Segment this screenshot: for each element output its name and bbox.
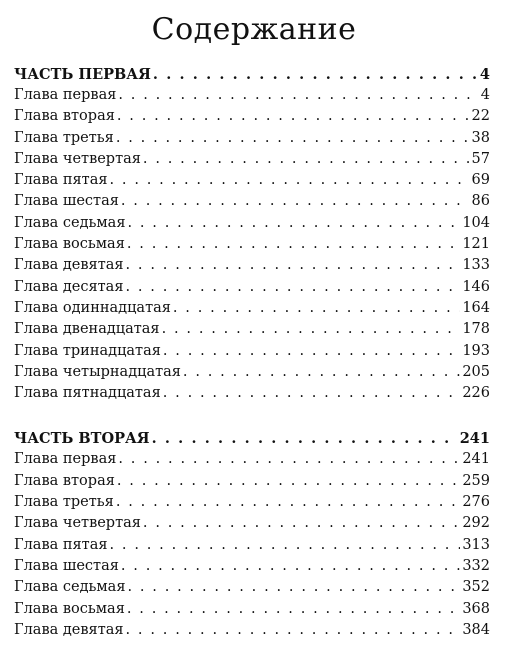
chapter-label: Глава четвертая (14, 515, 141, 532)
chapter-label: Глава пятая (14, 172, 108, 189)
toc-chapter[interactable] (14, 255, 490, 276)
toc-chapter[interactable] (14, 213, 490, 234)
toc-chapter[interactable] (14, 234, 490, 255)
toc-chapter[interactable] (14, 128, 490, 149)
toc-chapter[interactable] (14, 535, 490, 556)
page-number: 241 (462, 451, 490, 468)
toc-chapter[interactable] (14, 85, 490, 106)
toc-part-2[interactable] (14, 428, 490, 449)
chapter-label: Глава двенадцатая (14, 321, 160, 338)
page-number: 22 (471, 108, 490, 125)
toc-part-1[interactable] (14, 64, 490, 85)
dot-leader (183, 362, 460, 383)
toc-chapter[interactable] (14, 170, 490, 191)
chapter-label: Глава вторая (14, 108, 115, 125)
page-number: 121 (462, 236, 490, 253)
dot-leader (116, 128, 470, 149)
chapter-label: Глава вторая (14, 472, 115, 489)
chapter-label: Глава шестая (14, 193, 119, 210)
chapter-label: Глава шестая (14, 557, 119, 574)
dot-leader (116, 492, 460, 513)
toc-chapter[interactable] (14, 556, 490, 577)
dot-leader (127, 577, 460, 598)
dot-leader (127, 599, 460, 620)
section-spacer (14, 404, 490, 428)
page-title: Содержание (151, 12, 357, 47)
toc-chapter[interactable] (14, 277, 490, 298)
chapter-label: Глава девятая (14, 621, 124, 638)
page-number: 368 (462, 600, 490, 617)
chapter-label: Глава первая (14, 87, 117, 103)
dot-leader (173, 298, 460, 319)
page-number: 164 (462, 299, 490, 316)
toc-chapter[interactable] (14, 191, 490, 212)
dot-leader (152, 428, 458, 449)
part-label: ЧАСТЬ ПЕРВАЯ (14, 66, 151, 83)
dot-leader (127, 213, 460, 234)
toc-chapter[interactable] (14, 492, 490, 513)
page-number: 193 (462, 342, 490, 359)
toc-chapter[interactable] (14, 362, 490, 383)
toc-chapter[interactable] (14, 471, 490, 492)
chapter-label: Глава одиннадцатая (14, 299, 171, 316)
dot-leader (127, 234, 460, 255)
page-number: 313 (462, 536, 490, 553)
page-number: 241 (459, 430, 490, 448)
chapter-label: Глава четвертая (14, 150, 141, 167)
page-number: 276 (462, 494, 490, 511)
toc-chapter[interactable] (14, 449, 490, 470)
toc-chapter[interactable] (14, 383, 490, 404)
toc-chapter[interactable] (14, 106, 490, 127)
dot-leader (162, 319, 461, 340)
page-number: 133 (462, 257, 490, 274)
chapter-label: Глава десятая (14, 278, 124, 295)
page-number: 205 (462, 363, 490, 380)
dot-leader (121, 191, 470, 212)
dot-leader (118, 449, 460, 470)
chapter-label: Глава седьмая (14, 579, 126, 596)
toc-chapter[interactable] (14, 319, 490, 340)
page-number: 384 (462, 621, 490, 638)
dot-leader (117, 106, 470, 127)
page-number: 292 (462, 515, 490, 532)
dot-leader (163, 341, 460, 362)
chapter-label: Глава пятая (14, 536, 108, 553)
page-number: 178 (462, 321, 490, 338)
dot-leader (163, 383, 461, 404)
page-number: 332 (462, 557, 490, 574)
dot-leader (125, 277, 460, 298)
page-number: 4 (480, 87, 490, 103)
page-number: 259 (462, 472, 490, 489)
page-number: 226 (462, 385, 490, 402)
chapter-label: Глава тринадцатая (14, 342, 161, 359)
page-number: 104 (462, 214, 490, 231)
page-number: 352 (462, 579, 490, 596)
page-number: 57 (471, 150, 490, 167)
chapter-label: Глава седьмая (14, 214, 126, 231)
chapter-label: Глава четырнадцатая (14, 363, 181, 380)
chapter-label: Глава третья (14, 129, 114, 146)
dot-leader (110, 535, 461, 556)
dot-leader (110, 170, 470, 191)
dot-leader (121, 556, 460, 577)
toc-chapter[interactable] (14, 620, 490, 641)
chapter-label: Глава третья (14, 494, 114, 511)
toc-chapter[interactable] (14, 599, 490, 620)
dot-leader (117, 471, 460, 492)
dot-leader (143, 149, 470, 170)
page-number: 86 (471, 193, 490, 210)
dot-leader (126, 255, 461, 276)
chapter-label: Глава первая (14, 451, 117, 468)
chapter-label: Глава девятая (14, 257, 124, 274)
page-number: 38 (471, 129, 490, 146)
toc-chapter[interactable] (14, 149, 490, 170)
chapter-label: Глава восьмая (14, 236, 125, 253)
page-number: 4 (479, 66, 490, 83)
dot-leader (143, 513, 460, 534)
part-label: ЧАСТЬ ВТОРАЯ (14, 430, 150, 448)
toc-chapter[interactable] (14, 577, 490, 598)
dot-leader (126, 620, 461, 641)
table-of-contents (14, 64, 490, 641)
toc-chapter[interactable] (14, 513, 490, 534)
chapter-label: Глава восьмая (14, 600, 125, 617)
dot-leader (118, 85, 478, 106)
toc-chapter[interactable] (14, 298, 490, 319)
toc-chapter[interactable] (14, 341, 490, 362)
page-number: 69 (471, 172, 490, 189)
dot-leader (153, 64, 478, 85)
chapter-label: Глава пятнадцатая (14, 385, 161, 402)
page-number: 146 (462, 278, 490, 295)
